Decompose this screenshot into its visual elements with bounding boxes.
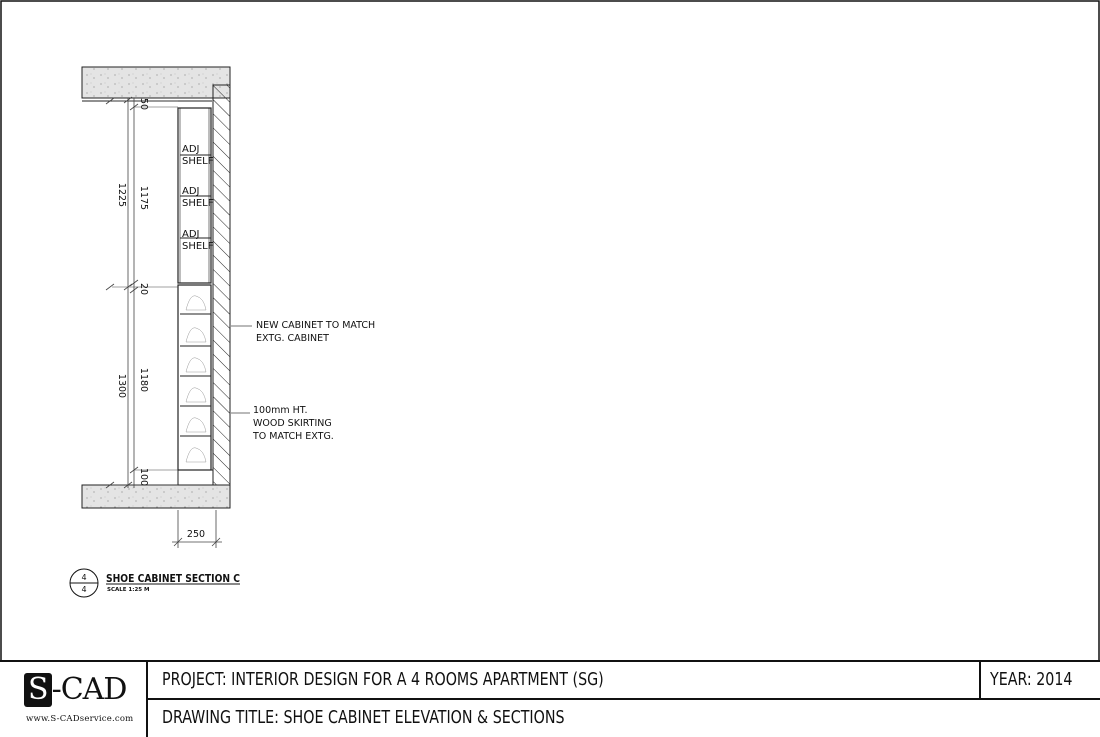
shelf-label-3-line1: ADJ bbox=[182, 229, 200, 240]
dim-outer-upper: 1225 bbox=[116, 182, 127, 208]
logo-cell bbox=[0, 662, 148, 737]
wall-hatch bbox=[213, 85, 230, 485]
cabinet-note-line1: NEW CABINET TO MATCH bbox=[256, 320, 376, 331]
drawing-title-text: DRAWING TITLE: SHOE CABINET ELEVATION & SECTIONS bbox=[162, 707, 565, 728]
dim-outer-lower: 1300 bbox=[116, 373, 127, 399]
cabinet-note-line2: EXTG. CABINET bbox=[256, 333, 329, 344]
year-cell bbox=[979, 662, 1100, 700]
logo-letter: S bbox=[24, 673, 52, 707]
lower-cabinet bbox=[178, 285, 213, 485]
shelf-label-1-line1: ADJ bbox=[182, 144, 200, 155]
dim-inner-lower: 1180 bbox=[138, 367, 149, 393]
dim-depth: 250 bbox=[186, 529, 206, 540]
sheet-border bbox=[1, 1, 1099, 660]
floor-slab bbox=[82, 485, 230, 508]
project-cell bbox=[148, 662, 979, 700]
logo-url: www.S-CADservice.com bbox=[26, 714, 134, 724]
skirting-note-line3: TO MATCH EXTG. bbox=[253, 431, 334, 442]
shelf-label-2-line2: SHELF bbox=[182, 198, 214, 209]
section-tag-top: 4 bbox=[81, 573, 87, 582]
dim-inner-upper: 1175 bbox=[138, 185, 149, 211]
year-text: YEAR: 2014 bbox=[990, 669, 1073, 690]
shelf-label-1-line2: SHELF bbox=[182, 156, 214, 167]
dim-inner-bottom: 100 bbox=[138, 467, 149, 487]
project-text: PROJECT: INTERIOR DESIGN FOR A 4 ROOMS APARTMENT (SG) bbox=[162, 669, 604, 690]
inner-dimensions bbox=[130, 98, 178, 488]
logo-text: -CAD bbox=[51, 672, 127, 707]
drawing-title-cell bbox=[148, 700, 1100, 737]
section-scale: SCALE 1:25 M bbox=[107, 587, 150, 593]
company-logo bbox=[24, 672, 126, 708]
skirting-note-line2: WOOD SKIRTING bbox=[253, 418, 332, 429]
dim-inner-mid: 20 bbox=[138, 282, 149, 296]
section-title: SHOE CABINET SECTION C bbox=[106, 572, 240, 585]
skirting-note-line1: 100mm HT. bbox=[253, 405, 308, 416]
section-tag-bottom: 4 bbox=[81, 585, 87, 594]
ceiling-slab bbox=[82, 67, 230, 98]
dim-inner-top: 50 bbox=[138, 97, 149, 111]
shelf-label-2-line1: ADJ bbox=[182, 186, 200, 197]
shelf-label-3-line2: SHELF bbox=[182, 241, 214, 252]
section-tag bbox=[70, 569, 240, 597]
title-block bbox=[0, 660, 1100, 737]
